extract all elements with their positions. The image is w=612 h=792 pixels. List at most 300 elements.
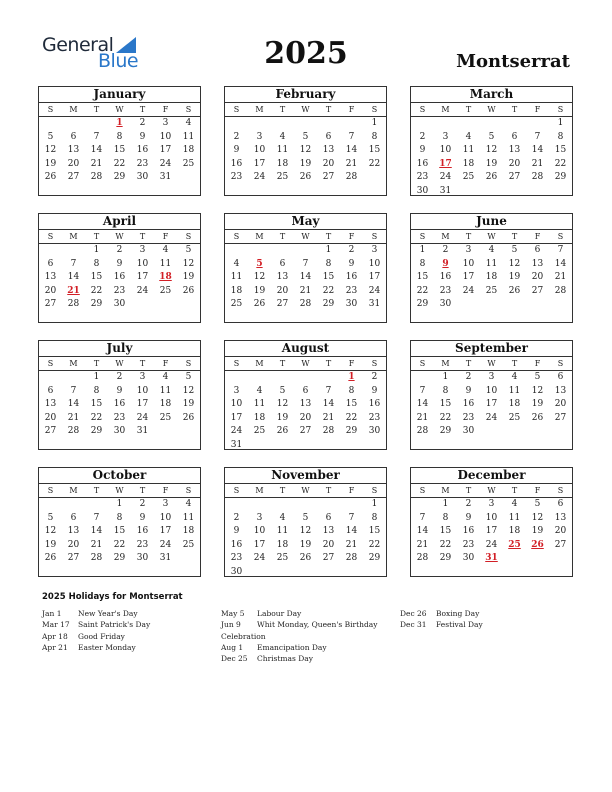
day-cell: 11 [182, 512, 195, 523]
day-cell: 28 [416, 553, 429, 563]
holiday-item [42, 631, 212, 642]
week-row [411, 285, 572, 299]
holiday-day: 25 [508, 539, 521, 550]
weekday-label: S [185, 486, 192, 495]
day-cell: 12 [531, 512, 544, 523]
day-cell: 8 [325, 258, 332, 269]
day-cell: 30 [345, 299, 358, 309]
day-cell: 14 [90, 145, 103, 155]
day-cell: 12 [182, 258, 195, 269]
day-cell: 23 [136, 158, 149, 169]
weekday-label: T [93, 232, 100, 241]
week-row [225, 117, 386, 131]
day-cell: 17 [368, 272, 381, 282]
day-cell: 19 [253, 285, 266, 296]
day-cell: 8 [442, 512, 449, 523]
weekday-label: S [47, 232, 54, 241]
weekday-label: M [255, 359, 264, 368]
empty-day [248, 371, 271, 385]
day-cell: 8 [116, 131, 123, 142]
day-cell: 14 [299, 272, 312, 282]
day-cell: 22 [345, 412, 358, 423]
day-cell: 21 [322, 412, 335, 423]
day-cell: 14 [322, 399, 335, 409]
weekday-label: T [139, 359, 146, 368]
empty-day [549, 298, 572, 312]
logo-text-general: General [42, 34, 114, 56]
day-cell: 9 [233, 526, 240, 536]
weekday-label: T [279, 232, 286, 241]
day-cell: 6 [557, 499, 564, 509]
day-cell: 15 [113, 526, 126, 536]
week-row [411, 412, 572, 426]
week-row [225, 371, 386, 385]
day-cell: 18 [182, 145, 195, 155]
day-cell: 8 [557, 131, 564, 142]
day-cell: 11 [159, 385, 172, 396]
day-cell: 26 [508, 285, 521, 296]
month-march [410, 86, 573, 196]
day-cell: 21 [416, 412, 429, 423]
month-title: September [411, 341, 572, 357]
day-cell: 11 [485, 258, 498, 269]
day-cell: 30 [113, 299, 126, 309]
weekday-label: T [465, 105, 472, 114]
day-cell: 10 [368, 258, 381, 269]
holiday-name: Labour Day [257, 609, 302, 618]
week-row [225, 525, 386, 539]
empty-day [39, 117, 62, 131]
weekday-label: S [557, 359, 564, 368]
week-row [39, 539, 200, 553]
week-row [39, 158, 200, 172]
weekday-label: M [69, 232, 78, 241]
day-cell: 19 [276, 412, 289, 423]
week-row [411, 144, 572, 158]
day-cell: 25 [485, 285, 498, 296]
week-row [225, 498, 386, 512]
holiday-date: Apr 21 [42, 642, 68, 652]
weekday-label: W [115, 105, 124, 114]
day-cell: 18 [230, 285, 243, 296]
weekday-label: S [371, 232, 378, 241]
holiday-name: New Year's Day [78, 609, 138, 618]
month-title: March [411, 87, 572, 103]
weekday-label: M [255, 232, 264, 241]
day-cell: 1 [419, 245, 426, 255]
day-cell: 24 [439, 172, 452, 182]
empty-day [503, 185, 526, 199]
month-december [410, 467, 573, 577]
empty-day [271, 117, 294, 131]
day-cell: 7 [348, 512, 355, 523]
day-cell: 6 [325, 131, 332, 142]
day-cell: 12 [44, 526, 57, 536]
empty-day [317, 371, 340, 385]
day-cell: 1 [371, 118, 378, 128]
day-cell: 10 [159, 512, 172, 523]
empty-day [271, 439, 294, 453]
day-cell: 15 [345, 399, 358, 409]
holiday-item [221, 608, 391, 619]
day-cell: 23 [462, 539, 475, 550]
week-row [39, 144, 200, 158]
day-cell: 6 [47, 385, 54, 396]
day-cell: 17 [253, 158, 266, 169]
holiday-date: Dec 31 [400, 620, 427, 630]
day-cell: 4 [256, 385, 263, 396]
day-cell: 26 [44, 172, 57, 182]
holiday-name: Whit Monday, Queen's Birthday Celebration [221, 620, 378, 641]
weekday-label: M [69, 486, 78, 495]
day-cell: 11 [253, 399, 266, 409]
empty-day [526, 185, 549, 199]
day-cell: 17 [136, 272, 149, 282]
weekday-header [411, 357, 572, 371]
day-cell: 15 [322, 272, 335, 282]
day-cell: 29 [90, 426, 103, 436]
day-cell: 14 [90, 526, 103, 536]
day-cell: 31 [136, 426, 149, 436]
day-cell: 7 [93, 512, 100, 523]
day-cell: 22 [554, 158, 567, 169]
day-cell: 21 [345, 158, 358, 169]
day-cell: 22 [368, 158, 381, 169]
day-cell: 16 [368, 399, 381, 409]
week-row [411, 512, 572, 526]
weekday-label: S [185, 105, 192, 114]
week-row [225, 285, 386, 299]
weekday-label: W [115, 232, 124, 241]
day-cell: 27 [67, 553, 80, 563]
day-cell: 29 [113, 172, 126, 182]
empty-day [503, 298, 526, 312]
day-cell: 15 [368, 145, 381, 155]
day-cell: 9 [139, 131, 146, 142]
day-cell: 4 [162, 245, 169, 255]
weekday-label: S [233, 232, 240, 241]
weekday-label: W [487, 359, 496, 368]
empty-day [480, 425, 503, 439]
weekday-label: F [162, 105, 169, 114]
day-cell: 27 [322, 553, 335, 563]
day-cell: 11 [508, 512, 521, 523]
week-row [39, 298, 200, 312]
day-cell: 19 [182, 399, 195, 409]
holiday-name: Christmas Day [257, 654, 313, 664]
weekday-header [39, 484, 200, 498]
day-cell: 5 [47, 131, 54, 142]
holiday-item [42, 619, 212, 630]
day-cell: 8 [419, 258, 426, 269]
empty-day [294, 244, 317, 258]
day-cell: 24 [485, 539, 498, 550]
day-cell: 27 [44, 299, 57, 309]
day-cell: 9 [371, 385, 378, 396]
day-cell: 5 [534, 372, 541, 382]
day-cell: 20 [44, 412, 57, 423]
day-cell: 20 [554, 526, 567, 536]
day-cell: 7 [419, 512, 426, 523]
day-cell: 2 [139, 118, 146, 128]
day-cell: 2 [116, 245, 123, 255]
day-cell: 1 [93, 372, 100, 382]
page-title-year: 2025 [264, 36, 348, 71]
day-cell: 28 [345, 172, 358, 182]
empty-day [457, 298, 480, 312]
day-cell: 11 [230, 272, 243, 282]
weekday-label: T [93, 359, 100, 368]
weekday-header [225, 230, 386, 244]
day-cell: 22 [322, 285, 335, 296]
weekday-label: M [441, 232, 450, 241]
day-cell: 1 [116, 499, 123, 509]
day-cell: 21 [554, 272, 567, 282]
day-cell: 9 [465, 385, 472, 396]
weekday-label: T [279, 486, 286, 495]
month-title: May [225, 214, 386, 230]
day-cell: 4 [488, 245, 495, 255]
weekday-header [225, 484, 386, 498]
empty-day [271, 244, 294, 258]
day-cell: 13 [276, 272, 289, 282]
holiday-name: Boxing Day [436, 609, 480, 618]
day-cell: 24 [485, 412, 498, 423]
empty-day [549, 425, 572, 439]
day-cell: 17 [485, 526, 498, 536]
day-cell: 3 [233, 385, 240, 396]
day-cell: 15 [439, 399, 452, 409]
day-cell: 2 [139, 499, 146, 509]
week-row [411, 258, 572, 272]
month-title: October [39, 468, 200, 484]
empty-day [62, 117, 85, 131]
empty-day [503, 552, 526, 566]
day-cell: 27 [322, 172, 335, 182]
empty-day [131, 298, 154, 312]
weekday-label: S [47, 486, 54, 495]
week-row [411, 425, 572, 439]
day-cell: 16 [136, 145, 149, 155]
empty-day [340, 498, 363, 512]
empty-day [340, 117, 363, 131]
week-row [411, 171, 572, 185]
empty-day [248, 244, 271, 258]
day-cell: 19 [485, 158, 498, 169]
day-cell: 11 [462, 145, 475, 155]
day-cell: 19 [299, 158, 312, 169]
day-cell: 24 [159, 539, 172, 550]
day-cell: 29 [345, 426, 358, 436]
weekday-header [39, 230, 200, 244]
weekday-header [39, 103, 200, 117]
day-cell: 14 [67, 399, 80, 409]
empty-day [317, 439, 340, 453]
weekday-label: S [371, 486, 378, 495]
holiday-date: Apr 18 [42, 631, 68, 641]
empty-day [248, 498, 271, 512]
day-cell: 1 [557, 118, 564, 128]
day-cell: 10 [136, 385, 149, 396]
day-cell: 15 [416, 272, 429, 282]
week-row [225, 512, 386, 526]
day-cell: 29 [439, 553, 452, 563]
month-april [38, 213, 201, 323]
weekday-label: S [419, 105, 426, 114]
day-cell: 7 [302, 258, 309, 269]
logo-text-blue: Blue [98, 50, 139, 72]
holiday-name: Saint Patrick's Day [78, 620, 151, 630]
month-february [224, 86, 387, 196]
day-cell: 2 [465, 499, 472, 509]
day-cell: 1 [442, 499, 449, 509]
day-cell: 6 [279, 258, 286, 269]
day-cell: 15 [90, 272, 103, 282]
weekday-label: T [511, 486, 518, 495]
month-title: August [225, 341, 386, 357]
holiday-name: Good Friday [78, 631, 125, 641]
day-cell: 9 [419, 145, 426, 155]
day-cell: 3 [465, 245, 472, 255]
week-row [39, 371, 200, 385]
empty-day [526, 425, 549, 439]
day-cell: 24 [253, 553, 266, 563]
holiday-item [221, 619, 391, 642]
holidays-column [221, 608, 391, 664]
weekday-label: S [233, 105, 240, 114]
weekday-label: S [233, 486, 240, 495]
weekday-label: T [139, 105, 146, 114]
weekday-label: S [557, 105, 564, 114]
day-cell: 23 [368, 412, 381, 423]
day-cell: 23 [113, 412, 126, 423]
holiday-item [400, 619, 520, 630]
day-cell: 14 [345, 526, 358, 536]
holiday-day: 1 [348, 372, 355, 382]
day-cell: 17 [136, 399, 149, 409]
holiday-item [221, 642, 391, 653]
day-cell: 9 [139, 512, 146, 523]
day-cell: 15 [90, 399, 103, 409]
holiday-day: 5 [256, 258, 263, 269]
day-cell: 6 [557, 372, 564, 382]
day-cell: 30 [439, 299, 452, 309]
day-cell: 13 [322, 145, 335, 155]
empty-day [85, 117, 108, 131]
day-cell: 30 [113, 426, 126, 436]
day-cell: 7 [419, 385, 426, 396]
day-cell: 13 [44, 272, 57, 282]
weekday-label: W [487, 232, 496, 241]
day-cell: 12 [44, 145, 57, 155]
weekday-label: S [185, 232, 192, 241]
day-cell: 25 [182, 539, 195, 550]
holiday-date: Dec 25 [221, 654, 248, 664]
week-row [225, 412, 386, 426]
day-cell: 12 [508, 258, 521, 269]
holiday-item [221, 653, 391, 664]
day-cell: 12 [485, 145, 498, 155]
day-cell: 16 [230, 158, 243, 169]
day-cell: 28 [416, 426, 429, 436]
day-cell: 4 [233, 258, 240, 269]
day-cell: 27 [554, 412, 567, 423]
day-cell: 23 [136, 539, 149, 550]
day-cell: 26 [299, 172, 312, 182]
day-cell: 20 [322, 158, 335, 169]
day-cell: 28 [345, 553, 358, 563]
day-cell: 18 [508, 526, 521, 536]
day-cell: 25 [276, 553, 289, 563]
week-row [411, 244, 572, 258]
day-cell: 10 [462, 258, 475, 269]
day-cell: 21 [345, 539, 358, 550]
day-cell: 19 [299, 539, 312, 550]
holiday-date: Jan 1 [42, 609, 62, 618]
holidays-title: 2025 Holidays for Montserrat [42, 592, 183, 602]
week-row [225, 158, 386, 172]
weekday-label: T [325, 486, 332, 495]
day-cell: 23 [113, 285, 126, 296]
week-row [411, 539, 572, 553]
day-cell: 1 [93, 245, 100, 255]
day-cell: 22 [439, 539, 452, 550]
day-cell: 5 [488, 131, 495, 142]
weekday-label: M [69, 359, 78, 368]
day-cell: 12 [299, 145, 312, 155]
holiday-item [400, 608, 520, 619]
day-cell: 14 [67, 272, 80, 282]
week-row [39, 498, 200, 512]
country-name: Montserrat [456, 51, 570, 72]
week-row [411, 398, 572, 412]
holiday-name: Festival Day [436, 620, 483, 630]
day-cell: 11 [276, 526, 289, 536]
week-row [225, 552, 386, 566]
empty-day [363, 171, 386, 185]
holiday-item [42, 608, 212, 619]
empty-day [411, 117, 434, 131]
weekday-label: T [325, 359, 332, 368]
empty-day [294, 439, 317, 453]
week-row [39, 285, 200, 299]
day-cell: 30 [368, 426, 381, 436]
empty-day [225, 244, 248, 258]
weekday-label: S [371, 359, 378, 368]
week-row [39, 525, 200, 539]
day-cell: 27 [299, 426, 312, 436]
month-title: February [225, 87, 386, 103]
empty-day [340, 566, 363, 580]
day-cell: 12 [276, 399, 289, 409]
day-cell: 20 [67, 539, 80, 550]
empty-day [480, 117, 503, 131]
month-october [38, 467, 201, 577]
month-title: January [39, 87, 200, 103]
day-cell: 8 [348, 385, 355, 396]
weekday-label: T [511, 105, 518, 114]
month-july [38, 340, 201, 450]
day-cell: 19 [182, 272, 195, 282]
months-grid [38, 86, 575, 580]
day-cell: 31 [368, 299, 381, 309]
day-cell: 18 [253, 412, 266, 423]
day-cell: 8 [371, 131, 378, 142]
day-cell: 12 [531, 385, 544, 396]
weekday-label: F [162, 359, 169, 368]
day-cell: 30 [136, 553, 149, 563]
empty-day [271, 566, 294, 580]
